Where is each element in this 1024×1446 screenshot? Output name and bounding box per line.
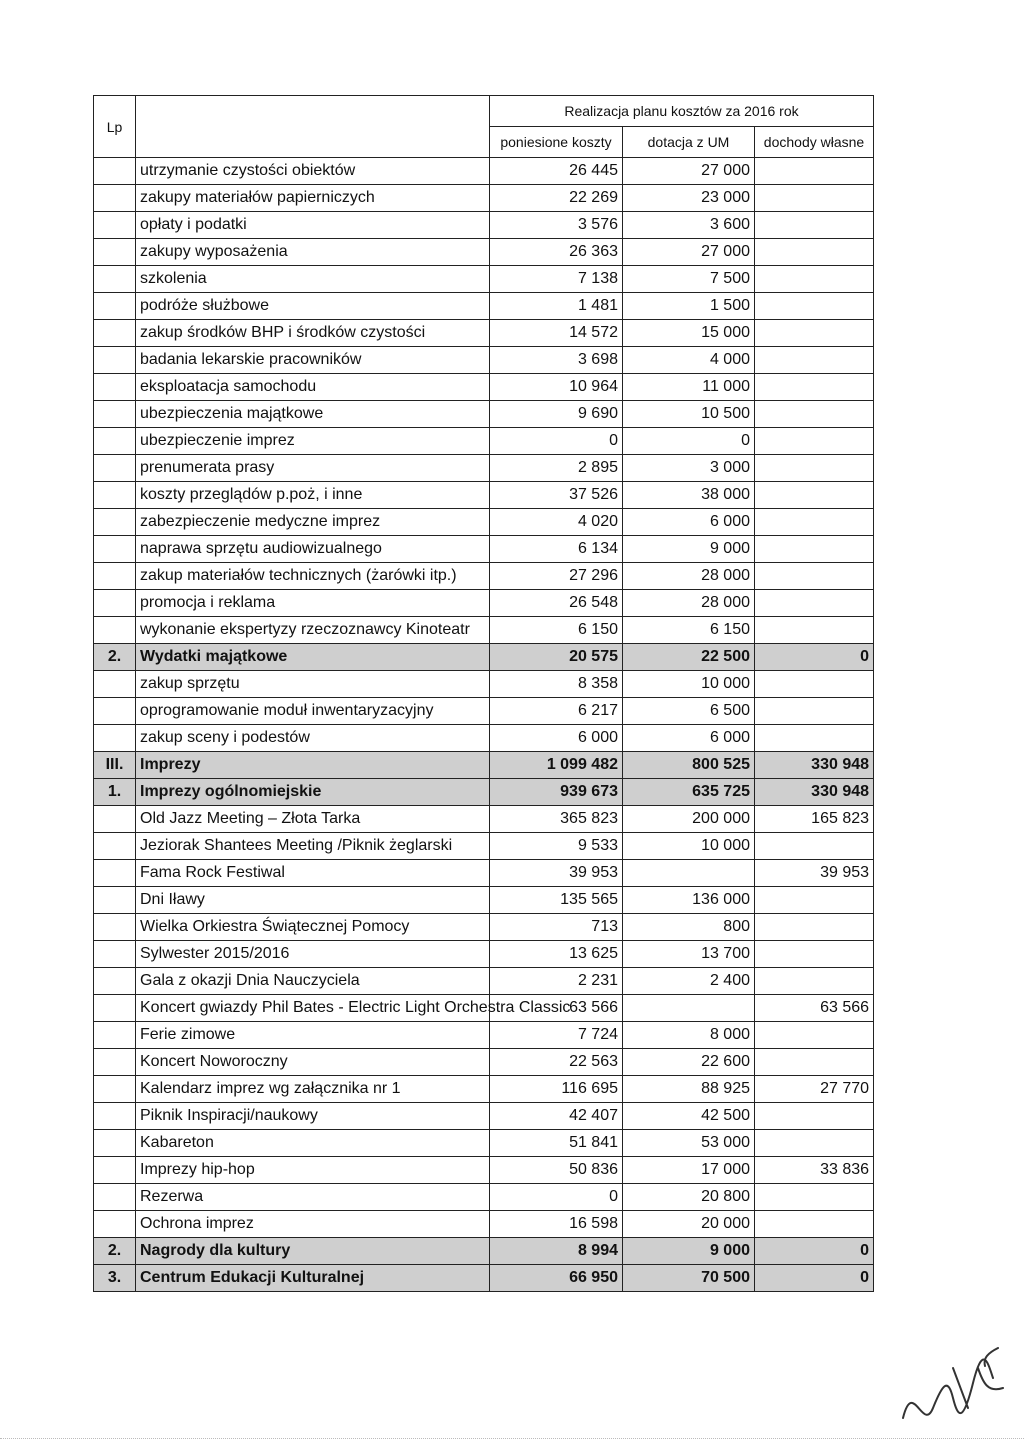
row-name: Wielka Orkiestra Świątecznej Pomocy xyxy=(136,914,490,941)
row-subsidy: 42 500 xyxy=(623,1103,755,1130)
row-costs: 4 020 xyxy=(490,509,623,536)
row-subsidy: 27 000 xyxy=(623,239,755,266)
row-own-income xyxy=(755,914,874,941)
row-name: szkolenia xyxy=(136,266,490,293)
row-costs: 27 296 xyxy=(490,563,623,590)
row-own-income: 0 xyxy=(755,644,874,671)
row-subsidy: 9 000 xyxy=(623,1238,755,1265)
row-lp: 2. xyxy=(94,1238,136,1265)
row-name: Koncert gwiazdy Phil Bates - Electric Light Orchestra Classic xyxy=(136,995,490,1022)
table-row xyxy=(94,617,874,644)
row-own-income xyxy=(755,509,874,536)
row-own-income xyxy=(755,482,874,509)
row-costs: 939 673 xyxy=(490,779,623,806)
row-lp xyxy=(94,158,136,185)
row-costs: 22 563 xyxy=(490,1049,623,1076)
row-name: Ochrona imprez xyxy=(136,1211,490,1238)
row-lp xyxy=(94,995,136,1022)
row-subsidy: 3 000 xyxy=(623,455,755,482)
row-costs: 42 407 xyxy=(490,1103,623,1130)
row-name: ubezpieczenia majątkowe xyxy=(136,401,490,428)
table-row xyxy=(94,1076,874,1103)
footer-scan-artifact xyxy=(0,1438,1024,1441)
row-lp xyxy=(94,185,136,212)
cost-realization-table xyxy=(93,95,874,1292)
row-name: Wydatki majątkowe xyxy=(136,644,490,671)
row-subsidy xyxy=(623,995,755,1022)
row-name: zakup sprzętu xyxy=(136,671,490,698)
row-lp xyxy=(94,1130,136,1157)
row-subsidy: 800 xyxy=(623,914,755,941)
row-name: zakupy wyposażenia xyxy=(136,239,490,266)
table-title: Realizacja planu kosztów za 2016 rok xyxy=(490,96,874,127)
row-lp: III. xyxy=(94,752,136,779)
table-row xyxy=(94,401,874,428)
row-costs: 1 481 xyxy=(490,293,623,320)
row-lp xyxy=(94,239,136,266)
table-row xyxy=(94,1265,874,1292)
row-costs: 6 000 xyxy=(490,725,623,752)
row-own-income xyxy=(755,266,874,293)
table-row xyxy=(94,428,874,455)
row-name: promocja i reklama xyxy=(136,590,490,617)
row-costs: 6 217 xyxy=(490,698,623,725)
table-row xyxy=(94,644,874,671)
table-row xyxy=(94,671,874,698)
row-name: opłaty i podatki xyxy=(136,212,490,239)
col-header-costs: poniesione koszty xyxy=(490,127,623,158)
row-lp xyxy=(94,1022,136,1049)
lp-header: Lp xyxy=(94,96,136,158)
row-subsidy: 22 600 xyxy=(623,1049,755,1076)
row-own-income xyxy=(755,374,874,401)
row-name: Imprezy xyxy=(136,752,490,779)
table-row xyxy=(94,779,874,806)
row-name: eksploatacja samochodu xyxy=(136,374,490,401)
row-subsidy: 17 000 xyxy=(623,1157,755,1184)
row-own-income: 0 xyxy=(755,1265,874,1292)
row-subsidy: 200 000 xyxy=(623,806,755,833)
row-subsidy: 11 000 xyxy=(623,374,755,401)
table-row xyxy=(94,860,874,887)
row-subsidy: 635 725 xyxy=(623,779,755,806)
row-lp xyxy=(94,428,136,455)
row-name: badania lekarskie pracowników xyxy=(136,347,490,374)
row-costs: 1 099 482 xyxy=(490,752,623,779)
row-own-income: 27 770 xyxy=(755,1076,874,1103)
row-costs: 13 625 xyxy=(490,941,623,968)
table-row xyxy=(94,158,874,185)
row-costs: 37 526 xyxy=(490,482,623,509)
row-own-income: 33 836 xyxy=(755,1157,874,1184)
row-name: zakup środków BHP i środków czystości xyxy=(136,320,490,347)
table-row xyxy=(94,968,874,995)
row-lp xyxy=(94,887,136,914)
row-subsidy: 20 000 xyxy=(623,1211,755,1238)
table-row xyxy=(94,806,874,833)
row-subsidy: 22 500 xyxy=(623,644,755,671)
row-own-income xyxy=(755,1184,874,1211)
row-lp xyxy=(94,1103,136,1130)
table-row xyxy=(94,1184,874,1211)
row-name: wykonanie ekspertyzy rzeczoznawcy Kinoteatr xyxy=(136,617,490,644)
row-subsidy: 88 925 xyxy=(623,1076,755,1103)
row-costs: 7 138 xyxy=(490,266,623,293)
row-own-income xyxy=(755,455,874,482)
table-row xyxy=(94,914,874,941)
row-costs: 9 533 xyxy=(490,833,623,860)
row-lp xyxy=(94,482,136,509)
row-costs: 14 572 xyxy=(490,320,623,347)
row-costs: 0 xyxy=(490,1184,623,1211)
row-name: ubezpieczenie imprez xyxy=(136,428,490,455)
row-name: Sylwester 2015/2016 xyxy=(136,941,490,968)
row-costs: 2 895 xyxy=(490,455,623,482)
row-costs: 8 358 xyxy=(490,671,623,698)
row-subsidy: 4 000 xyxy=(623,347,755,374)
row-subsidy: 10 000 xyxy=(623,833,755,860)
row-lp xyxy=(94,1184,136,1211)
row-name: koszty przeglądów p.poż, i inne xyxy=(136,482,490,509)
row-subsidy: 6 000 xyxy=(623,509,755,536)
row-costs: 16 598 xyxy=(490,1211,623,1238)
row-subsidy: 6 500 xyxy=(623,698,755,725)
row-name: zakup materiałów technicznych (żarówki itp.) xyxy=(136,563,490,590)
row-costs: 365 823 xyxy=(490,806,623,833)
row-own-income: 330 948 xyxy=(755,779,874,806)
table-row xyxy=(94,752,874,779)
row-costs: 10 964 xyxy=(490,374,623,401)
table-row xyxy=(94,563,874,590)
row-own-income xyxy=(755,590,874,617)
row-costs: 9 690 xyxy=(490,401,623,428)
row-subsidy: 2 400 xyxy=(623,968,755,995)
row-name: Kabareton xyxy=(136,1130,490,1157)
table-row xyxy=(94,320,874,347)
row-lp xyxy=(94,941,136,968)
row-lp xyxy=(94,455,136,482)
row-lp xyxy=(94,320,136,347)
row-lp xyxy=(94,833,136,860)
table-row xyxy=(94,239,874,266)
row-own-income xyxy=(755,563,874,590)
row-lp xyxy=(94,617,136,644)
row-own-income xyxy=(755,968,874,995)
row-costs: 63 566 xyxy=(490,995,623,1022)
row-own-income xyxy=(755,347,874,374)
row-lp xyxy=(94,509,136,536)
row-subsidy: 27 000 xyxy=(623,158,755,185)
row-name: Dni Iławy xyxy=(136,887,490,914)
row-subsidy: 6 000 xyxy=(623,725,755,752)
table-row xyxy=(94,698,874,725)
row-subsidy: 13 700 xyxy=(623,941,755,968)
row-costs: 50 836 xyxy=(490,1157,623,1184)
row-subsidy: 10 500 xyxy=(623,401,755,428)
row-costs: 66 950 xyxy=(490,1265,623,1292)
row-costs: 6 134 xyxy=(490,536,623,563)
row-subsidy: 800 525 xyxy=(623,752,755,779)
row-lp xyxy=(94,1157,136,1184)
row-subsidy: 53 000 xyxy=(623,1130,755,1157)
row-own-income xyxy=(755,617,874,644)
row-subsidy: 28 000 xyxy=(623,590,755,617)
row-own-income xyxy=(755,1049,874,1076)
table-row xyxy=(94,995,874,1022)
row-lp xyxy=(94,536,136,563)
col-header-subsidy: dotacja z UM xyxy=(623,127,755,158)
row-lp xyxy=(94,725,136,752)
row-own-income xyxy=(755,185,874,212)
row-subsidy: 136 000 xyxy=(623,887,755,914)
row-subsidy: 38 000 xyxy=(623,482,755,509)
row-costs: 39 953 xyxy=(490,860,623,887)
row-name: zakup sceny i podestów xyxy=(136,725,490,752)
row-lp xyxy=(94,860,136,887)
row-costs: 135 565 xyxy=(490,887,623,914)
row-own-income xyxy=(755,1130,874,1157)
row-name: Piknik Inspiracji/naukowy xyxy=(136,1103,490,1130)
row-name: Rezerwa xyxy=(136,1184,490,1211)
row-own-income xyxy=(755,536,874,563)
table-row xyxy=(94,536,874,563)
table-row xyxy=(94,1049,874,1076)
row-name: Kalendarz imprez wg załącznika nr 1 xyxy=(136,1076,490,1103)
row-lp xyxy=(94,698,136,725)
table-row xyxy=(94,266,874,293)
row-subsidy: 15 000 xyxy=(623,320,755,347)
row-subsidy: 10 000 xyxy=(623,671,755,698)
table-row xyxy=(94,455,874,482)
row-subsidy xyxy=(623,860,755,887)
table-row xyxy=(94,1022,874,1049)
row-lp xyxy=(94,914,136,941)
row-lp xyxy=(94,374,136,401)
row-own-income xyxy=(755,239,874,266)
row-lp xyxy=(94,1076,136,1103)
row-subsidy: 70 500 xyxy=(623,1265,755,1292)
row-lp xyxy=(94,401,136,428)
row-lp: 1. xyxy=(94,779,136,806)
row-own-income xyxy=(755,1211,874,1238)
row-name: Imprezy hip-hop xyxy=(136,1157,490,1184)
row-name: oprogramowanie moduł inwentaryzacyjny xyxy=(136,698,490,725)
row-own-income xyxy=(755,941,874,968)
row-costs: 3 576 xyxy=(490,212,623,239)
table-row xyxy=(94,941,874,968)
row-subsidy: 23 000 xyxy=(623,185,755,212)
row-own-income: 0 xyxy=(755,1238,874,1265)
row-name: Ferie zimowe xyxy=(136,1022,490,1049)
row-own-income xyxy=(755,725,874,752)
row-own-income xyxy=(755,671,874,698)
row-costs: 116 695 xyxy=(490,1076,623,1103)
table-row xyxy=(94,887,874,914)
row-costs: 713 xyxy=(490,914,623,941)
row-lp xyxy=(94,590,136,617)
table-body xyxy=(94,158,874,1292)
table-row xyxy=(94,1130,874,1157)
row-costs: 20 575 xyxy=(490,644,623,671)
row-own-income xyxy=(755,1022,874,1049)
row-name: Old Jazz Meeting – Złota Tarka xyxy=(136,806,490,833)
row-subsidy: 0 xyxy=(623,428,755,455)
row-subsidy: 7 500 xyxy=(623,266,755,293)
row-own-income: 63 566 xyxy=(755,995,874,1022)
table-row xyxy=(94,347,874,374)
row-costs: 7 724 xyxy=(490,1022,623,1049)
row-subsidy: 28 000 xyxy=(623,563,755,590)
row-name: Nagrody dla kultury xyxy=(136,1238,490,1265)
row-lp xyxy=(94,806,136,833)
row-lp xyxy=(94,968,136,995)
row-lp xyxy=(94,671,136,698)
row-subsidy: 20 800 xyxy=(623,1184,755,1211)
row-costs: 26 363 xyxy=(490,239,623,266)
row-lp xyxy=(94,1049,136,1076)
table-row xyxy=(94,833,874,860)
row-subsidy: 9 000 xyxy=(623,536,755,563)
row-own-income: 165 823 xyxy=(755,806,874,833)
row-name: Gala z okazji Dnia Nauczyciela xyxy=(136,968,490,995)
row-costs: 3 698 xyxy=(490,347,623,374)
row-lp xyxy=(94,563,136,590)
row-own-income xyxy=(755,293,874,320)
row-subsidy: 1 500 xyxy=(623,293,755,320)
row-own-income xyxy=(755,158,874,185)
table-row xyxy=(94,1103,874,1130)
row-lp xyxy=(94,347,136,374)
row-own-income xyxy=(755,428,874,455)
row-lp: 2. xyxy=(94,644,136,671)
row-own-income xyxy=(755,698,874,725)
row-name: Imprezy ogólnomiejskie xyxy=(136,779,490,806)
handwritten-signature xyxy=(893,1338,1013,1438)
row-costs: 22 269 xyxy=(490,185,623,212)
row-name: Koncert Noworoczny xyxy=(136,1049,490,1076)
table-row xyxy=(94,509,874,536)
table-row xyxy=(94,725,874,752)
row-name: naprawa sprzętu audiowizualnego xyxy=(136,536,490,563)
row-own-income xyxy=(755,833,874,860)
row-own-income xyxy=(755,320,874,347)
row-costs: 51 841 xyxy=(490,1130,623,1157)
row-name: utrzymanie czystości obiektów xyxy=(136,158,490,185)
row-name: prenumerata prasy xyxy=(136,455,490,482)
row-lp: 3. xyxy=(94,1265,136,1292)
table-row xyxy=(94,1211,874,1238)
name-header xyxy=(136,96,490,158)
table-row xyxy=(94,185,874,212)
row-name: zakupy materiałów papierniczych xyxy=(136,185,490,212)
row-lp xyxy=(94,212,136,239)
row-own-income xyxy=(755,887,874,914)
table-row xyxy=(94,212,874,239)
row-lp xyxy=(94,266,136,293)
row-name: Centrum Edukacji Kulturalnej xyxy=(136,1265,490,1292)
row-name: Jeziorak Shantees Meeting /Piknik żeglarski xyxy=(136,833,490,860)
row-own-income: 39 953 xyxy=(755,860,874,887)
row-name: Fama Rock Festiwal xyxy=(136,860,490,887)
row-own-income xyxy=(755,401,874,428)
row-costs: 26 548 xyxy=(490,590,623,617)
row-own-income xyxy=(755,1103,874,1130)
row-own-income xyxy=(755,212,874,239)
table-row xyxy=(94,374,874,401)
row-costs: 2 231 xyxy=(490,968,623,995)
row-costs: 0 xyxy=(490,428,623,455)
row-lp xyxy=(94,1211,136,1238)
table-row xyxy=(94,482,874,509)
table-row xyxy=(94,293,874,320)
row-name: podróże służbowe xyxy=(136,293,490,320)
table-row xyxy=(94,1157,874,1184)
row-costs: 8 994 xyxy=(490,1238,623,1265)
row-costs: 6 150 xyxy=(490,617,623,644)
row-subsidy: 8 000 xyxy=(623,1022,755,1049)
row-name: zabezpieczenie medyczne imprez xyxy=(136,509,490,536)
row-own-income: 330 948 xyxy=(755,752,874,779)
row-subsidy: 3 600 xyxy=(623,212,755,239)
row-costs: 26 445 xyxy=(490,158,623,185)
col-header-own-income: dochody własne xyxy=(755,127,874,158)
row-subsidy: 6 150 xyxy=(623,617,755,644)
table-row xyxy=(94,590,874,617)
row-lp xyxy=(94,293,136,320)
table-row xyxy=(94,1238,874,1265)
